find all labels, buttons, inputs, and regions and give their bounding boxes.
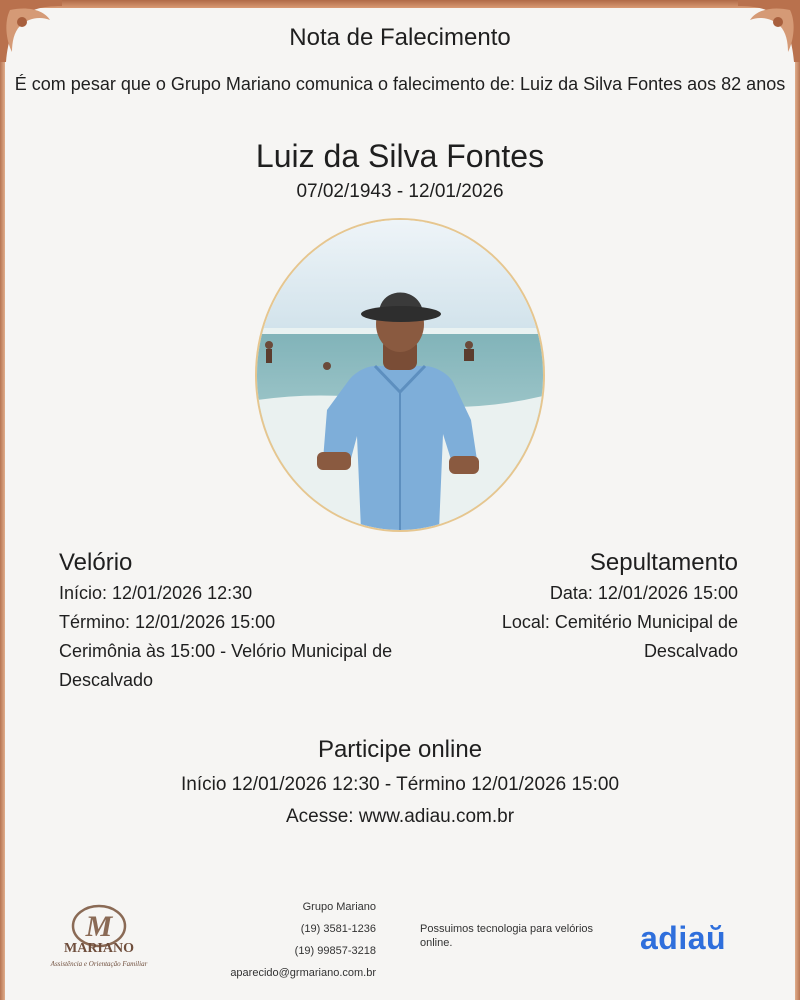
velorio-ceremony: Cerimônia às 15:00 - Velório Municipal de Descalvado — [59, 641, 393, 690]
page-title: Nota de Falecimento — [289, 24, 511, 51]
velorio-end: Término: 12/01/2026 15:00 — [59, 612, 276, 632]
contact-block — [200, 896, 376, 984]
email-link[interactable]: aparecido@grmariano.com.br — [230, 967, 376, 979]
portrait-photo — [257, 220, 543, 530]
deceased-name: Luiz da Silva Fontes — [255, 138, 545, 174]
adiau-logo-text: adiaŭ — [640, 920, 727, 956]
sepultamento-location: Local: Cemitério Municipal de Descalvado — [501, 612, 738, 661]
sepultamento-date: Data: 12/01/2026 15:00 — [549, 583, 738, 603]
online-access-link[interactable]: Acesse: www.adiau.com.br — [285, 806, 515, 827]
tech-note: Possuimos tecnologia para velórios online. — [420, 923, 594, 949]
mariano-logo — [44, 904, 154, 970]
sepultamento-section — [470, 548, 738, 666]
online-period: Início 12/01/2026 12:30 - Término 12/01/2026 15:00 — [180, 774, 620, 795]
phone-2[interactable]: (19) 99857-3218 — [294, 945, 376, 957]
velorio-section — [59, 548, 399, 695]
life-dates: 07/02/1943 - 12/01/2026 — [296, 181, 504, 202]
intro-text: É com pesar que o Grupo Mariano comunica o falecimento de: Luiz da Silva Fontes aos 82 anos — [14, 74, 786, 94]
mariano-logo-subtitle: Assistência e Orientação Familiar — [50, 960, 148, 968]
svg-text:M: M — [85, 910, 113, 943]
phone-1[interactable]: (19) 3581-1236 — [300, 923, 376, 935]
online-title: Participe online — [317, 736, 483, 763]
velorio-start: Início: 12/01/2026 12:30 — [59, 583, 253, 603]
adiau-logo — [640, 918, 756, 958]
company-name: Grupo Mariano — [302, 901, 376, 913]
frame-border-top — [0, 0, 800, 8]
velorio-title: Velório — [59, 549, 133, 576]
sepultamento-title: Sepultamento — [589, 549, 738, 576]
mariano-logo-text: MARIANO — [64, 941, 134, 956]
